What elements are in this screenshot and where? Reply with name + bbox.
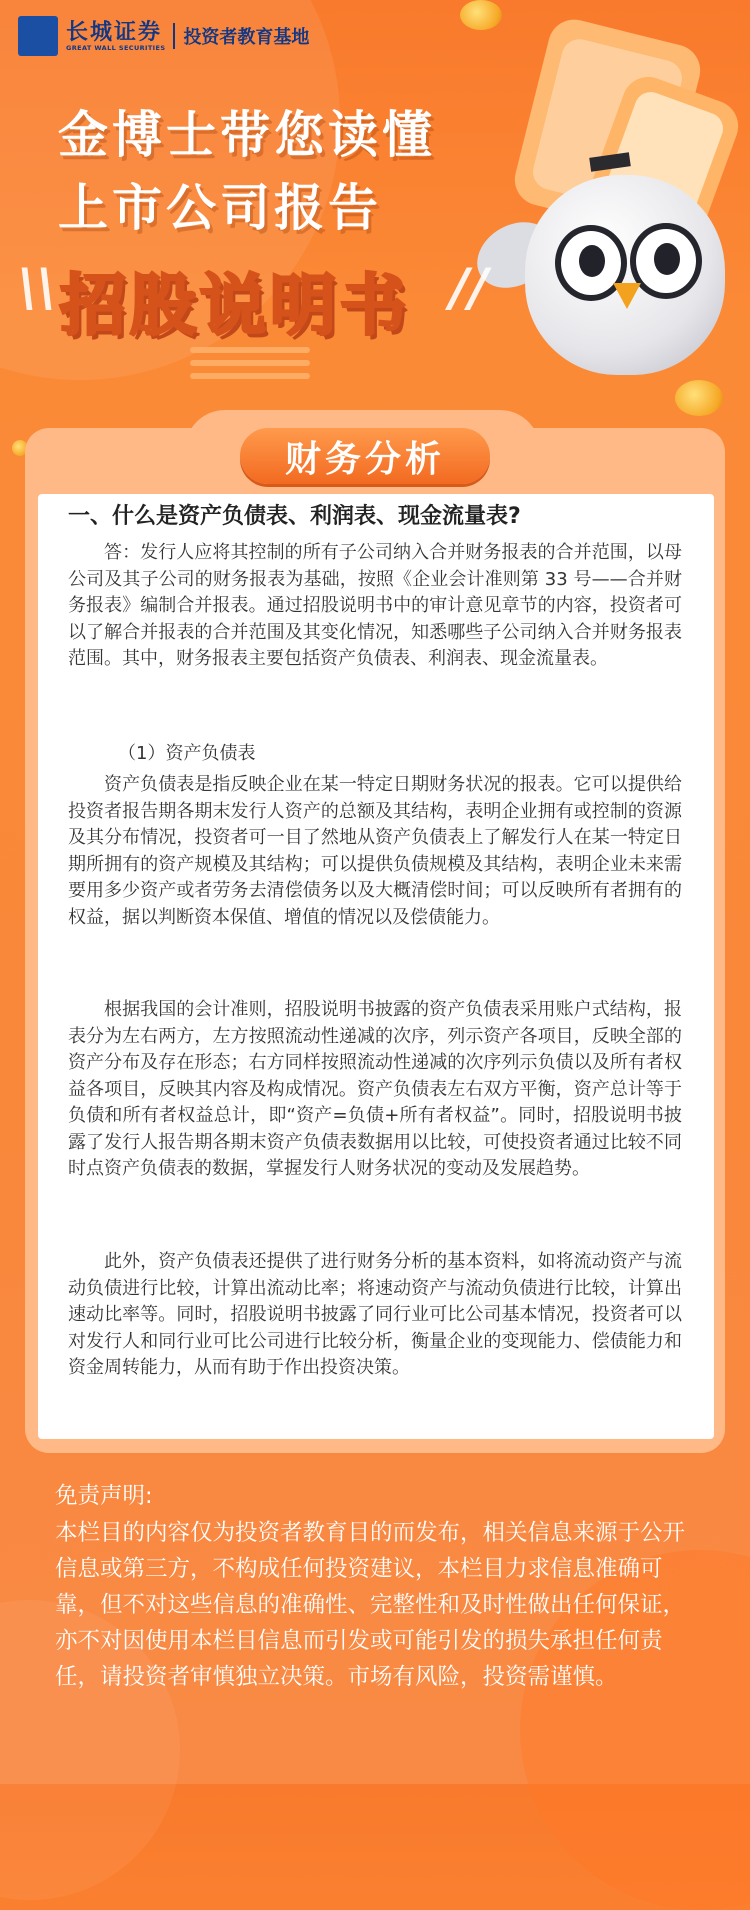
answer-paragraph: 答：发行人应将其控制的所有子公司纳入合并财务报表的合并范围，以母公司及其子公司的财务报表为基础，按照《企业会计准则第 33 号——合并财务报表》编制合并报表。通过招股说明书中的审计意见章节的内容，投资者可以了解合并报表的合并范围及其变化情况，知悉哪些子公司纳入合并财务报表范围。其中，财务报表主要包括资产负债表、利润表、现金流量表。 (68, 542, 682, 669)
hero-title-line-1: 金博士带您读懂 (58, 106, 436, 164)
body-paragraph: 根据我国的会计准则，招股说明书披露的资产负债表采用账户式结构，报表分为左右两方，左方按照流动性递减的次序，列示资产各项目，反映全部的资产分布及存在形态；右方同样按照流动性递减的次序列示负债以及所有者权益各项目，反映其内容及构成情况。资产负债表左右双方平衡，资产总计等于负债和所有者权益总计，即“资产=负债+所有者权益”。同时，招股说明书披露了发行人报告期各期末资产负债表数据用以比较，可使投资者通过比较不同时点资产负债表的数据，掌握发行人财务状况的变动及发展趋势。 (68, 999, 682, 1179)
section-tab-label: 财务分析 (284, 438, 445, 480)
body-paragraph: 资产负债表是指反映企业在某一特定日期财务状况的报表。它可以提供给投资者报告期各期末发行人资产的总额及其结构，表明企业拥有或控制的资源及其分布情况，投资者可一目了然地从资产负债表上了解发行人在某一特定日期所拥有的资产规模及其结构；可以提供负债规模及其结构，表明企业未来需要用多少资产或者劳务去清偿债务以及大概清偿时间；可以反映所有者拥有的权益，据以判断资本保值、增值的情况以及偿债能力。 (68, 774, 682, 928)
brand-english-name: GREAT WALL SECURITIES (66, 44, 166, 52)
brand-subtitle: 投资者教育基地 (183, 27, 310, 48)
banner-deco-right: // (450, 258, 488, 318)
question-heading: 一、什么是资产负债表、利润表、现金流量表? (68, 504, 521, 529)
brand-divider (173, 23, 175, 49)
banner-title: 招股说明书 (60, 267, 410, 344)
great-wall-logo-icon (18, 16, 58, 56)
disclaimer-title: 免责声明: (55, 1483, 153, 1509)
coin-icon (675, 380, 723, 416)
brand-header (18, 16, 309, 56)
hero-banner (18, 250, 488, 344)
brand-text (66, 20, 165, 52)
banner-deco-left: \\ (18, 258, 56, 318)
section-tab (240, 428, 490, 484)
brand-name: 长城证券 (66, 19, 163, 45)
disclaimer-body: 本栏目的内容仅为投资者教育目的而发布，相关信息来源于公开信息或第三方，不构成任何投资建议，本栏目力求信息准确可靠，但不对这些信息的准确性、完整性和及时性做出任何保证，亦不对因使用本栏目信息而引发或可能引发的损失承担任何责任，请投资者审慎独立决策。市场有风险，投资需谨慎。 (55, 1520, 686, 1690)
owl-mascot-icon (505, 165, 735, 385)
decorative-stripes (190, 340, 310, 386)
body-paragraph: 此外，资产负债表还提供了进行财务分析的基本资料，如将流动资产与流动负债进行比较，计算出流动比率；将速动资产与流动负债进行比较，计算出速动比率等。同时，招股说明书披露了同行业可比公司基本情况，投资者可以对发行人和同行业可比公司进行比较分析，衡量企业的变现能力、偿债能力和资金周转能力，从而有助于作出投资决策。 (68, 1251, 682, 1378)
coin-icon (460, 0, 502, 30)
hero-title-line-2: 上市公司报告 (58, 179, 382, 237)
sub-heading: （1）资产负债表 (118, 743, 256, 764)
